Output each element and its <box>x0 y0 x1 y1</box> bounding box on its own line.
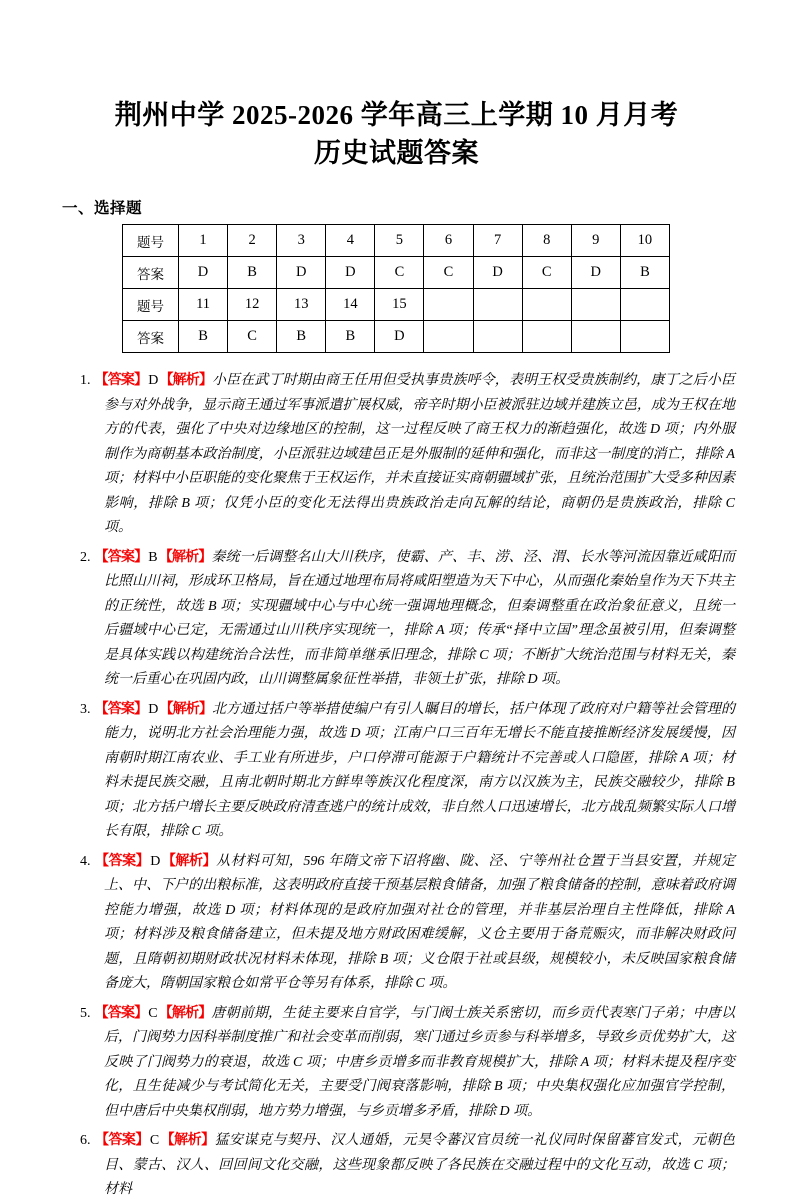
question-number-cell: 2 <box>228 225 277 257</box>
answer-cell: D <box>277 257 326 289</box>
analysis-text: 从材料可知，596 年隋文帝下诏将幽、陇、泾、宁等州社仓置于当县安置，并规定上、中、下户的出粮标准，这表明政府直接干预基层粮食储备，加强了粮食储备的控制，意味着政府调控能力增强，故选 D 项；材料体现的是政府加强对社仓的管理，并非基层治理自主性降低，排除 A 项；材料涉及粮食储备建立，但未提及地方财政困难缓解，义仓主要用于备荒赈灾，而非解决财政问题，且隋朝初期财政状况材料未体现，排除 B 项；义仓限于社或县级，规模较小，未反映国家粮食储备庞大，隋朝国家粮仓如常平仓等另有体系，排除 C 项。 <box>104 853 736 991</box>
answer-label: 【答案】 <box>94 371 148 387</box>
analysis-label: 【解析】 <box>160 1131 215 1147</box>
analysis-text: 猛安谋克与契丹、汉人通婚，元昊令蕃汉官员统一礼仪同时保留蕃官发式，元朝色目、蒙古、汉人、回回间文化交融，这些现象都反映了各民族在交融过程中的文化互动，故选 C 项；材料 <box>104 1133 736 1197</box>
item-number: 4. <box>80 853 91 869</box>
answer-cell: C <box>424 257 473 289</box>
table-row-answers-11-15 <box>123 321 670 353</box>
question-number-cell: 10 <box>620 225 669 257</box>
answer-cell: B <box>277 321 326 353</box>
explanation-item-5 <box>80 1000 735 1125</box>
question-number-cell: 9 <box>571 225 620 257</box>
answer-cell: D <box>326 257 375 289</box>
analysis-text: 唐朝前期，生徒主要来自官学，与门阀士族关系密切，而乡贡代表寒门子弟；中唐以后，门阀势力因科举制度推广和社会变革而削弱，寒门通过乡贡参与科举增多，导致乡贡优势扩大，这反映了门阀势力的衰退，故选 C 项；中唐乡贡增多而非教育规模扩大，排除 A 项；材料未提及程序变化，且生徒减少与考试简化无关，主要受门阀衰落影响，排除 B 项；中央集权强化应加强官学控制，但中唐后中央集权削弱，地方势力增强，与乡贡增多矛盾，排除 D 项。 <box>104 1005 736 1119</box>
explanation-item-1 <box>80 367 735 541</box>
answer-label: 【答案】 <box>94 699 148 716</box>
question-number-cell: 5 <box>375 225 424 257</box>
question-number-cell: 15 <box>375 289 424 321</box>
row-header: 题号 <box>123 225 179 257</box>
table-row-question-numbers-1-10 <box>123 225 670 257</box>
analysis-label: 【解析】 <box>158 1003 212 1020</box>
item-number: 2. <box>80 549 91 565</box>
title-line-2: 历史试题答案 <box>314 138 479 168</box>
explanation-item-2 <box>80 544 735 693</box>
question-number-cell: 11 <box>179 289 228 321</box>
question-number-cell: 4 <box>326 225 375 257</box>
answer-letter: D <box>148 701 159 717</box>
table-row-question-numbers-11-15 <box>123 289 670 321</box>
answer-letter: C <box>148 1005 158 1021</box>
item-number: 5. <box>80 1005 91 1021</box>
question-number-cell: 8 <box>522 225 571 257</box>
answer-cell: B <box>620 257 669 289</box>
answer-table <box>122 224 670 353</box>
explanation-item-4 <box>80 848 735 997</box>
answer-cell: D <box>375 321 424 353</box>
empty-cell <box>473 321 522 353</box>
explanation-list <box>80 367 735 1203</box>
empty-cell <box>424 321 473 353</box>
document-title <box>0 0 793 172</box>
explanation-item-3 <box>80 696 735 845</box>
answer-label: 【答案】 <box>94 1003 148 1020</box>
analysis-text: 北方通过括户等举措使编户有引人瞩目的增长，括户体现了政府对户籍等社会管理的能力，说明北方社会治理能力强，故选 D 项；江南户口三百年无增长不能直接推断经济发展缓慢，因南朝时期江南农业、手工业有所进步，户口停滞可能源于户籍统计不完善或人口隐匿，排除 A 项；材料未提民族交融，且南北朝时期北方鲜卑等族汉化程度深，南方以汉族为主，民族交融较少，排除 B 项；北方括户增长主要反映政府清查逃户的统计成效，非自然人口迅速增长，北方战乱频繁实际人口增长有限，排除 C 项。 <box>104 701 736 839</box>
question-number-cell: 7 <box>473 225 522 257</box>
analysis-text: 秦统一后调整名山大川秩序，使霸、产、丰、涝、泾、渭、长水等河流因靠近咸阳而比照山川祠，形成环卫格局，旨在通过地理布局将咸阳塑造为天下中心，从而强化秦始皇作为天下共主的正统性，故选 B 项；实现疆域中心与中心统一强调地理概念，但秦调整重在政治象征意义，且统一后疆域中心已定，无需通过山川秩序实现统一，排除 A 项；传承“择中立国”理念虽被引用，但秦调整是具体实践以构建统治合法性，而非简单继承旧理念，排除 C 项；不断扩大统治范围与材料无关，秦统一后重心在巩固内政，山川调整属象征性举措，非领土扩张，排除 D 项。 <box>104 549 736 687</box>
row-header: 题号 <box>123 289 179 321</box>
empty-cell <box>522 289 571 321</box>
empty-cell <box>620 289 669 321</box>
section-heading-choice-questions: 一、选择题 <box>62 200 143 217</box>
answer-label: 【答案】 <box>94 547 148 564</box>
answer-letter: B <box>148 549 158 565</box>
question-number-cell: 13 <box>277 289 326 321</box>
item-number: 6. <box>80 1133 91 1148</box>
explanation-item-6 <box>80 1127 735 1203</box>
answer-cell: C <box>228 321 277 353</box>
answer-cell: B <box>179 321 228 353</box>
answer-cell: C <box>375 257 424 289</box>
answer-label: 【答案】 <box>94 1131 149 1147</box>
answer-cell: B <box>228 257 277 289</box>
answer-cell: D <box>571 257 620 289</box>
answer-label: 【答案】 <box>94 851 150 868</box>
analysis-text: 小臣在武丁时期由商王任用但受执事贵族呼令，表明王权受贵族制约，康丁之后小臣参与对外战争，显示商王通过军事派遣扩展权威，帝辛时期小臣被派驻边域并建族立邑，成为王权在地方的代表，强化了中央对边缘地区的控制，这一过程反映了商王权力的渐趋强化，故选 D 项；内外服制作为商朝基本政治制度，小臣派驻边域建邑正是外服制的延伸和强化，而非这一制度的消亡，排除 A 项；材料中小臣职能的变化聚焦于王权运作，并未直接证实商朝疆域扩张，且统治范围扩大受多种因素影响，排除 B 项；仅凭小臣的变化无法得出贵族政治走向瓦解的结论，商朝仍是贵族政治，排除 C 项。 <box>104 373 736 535</box>
question-number-cell: 12 <box>228 289 277 321</box>
question-number-cell: 1 <box>179 225 228 257</box>
question-number-cell: 14 <box>326 289 375 321</box>
answer-cell: C <box>522 257 571 289</box>
table-row-answers-1-10 <box>123 257 670 289</box>
row-header: 答案 <box>123 321 179 353</box>
answer-letter: D <box>150 853 161 869</box>
question-number-cell: 6 <box>424 225 473 257</box>
item-number: 1. <box>80 373 91 388</box>
answer-cell: B <box>326 321 375 353</box>
row-header: 答案 <box>123 257 179 289</box>
analysis-label: 【解析】 <box>158 547 212 564</box>
empty-cell <box>620 321 669 353</box>
empty-cell <box>522 321 571 353</box>
analysis-label: 【解析】 <box>159 699 213 716</box>
empty-cell <box>571 289 620 321</box>
analysis-label: 【解析】 <box>159 371 213 387</box>
empty-cell <box>424 289 473 321</box>
answer-letter: C <box>149 1133 160 1148</box>
analysis-label: 【解析】 <box>161 851 217 868</box>
empty-cell <box>473 289 522 321</box>
empty-cell <box>571 321 620 353</box>
item-number: 3. <box>80 701 91 717</box>
answer-cell: D <box>179 257 228 289</box>
title-line-1: 荆州中学 2025-2026 学年高三上学期 10 月月考 <box>114 100 679 130</box>
question-number-cell: 3 <box>277 225 326 257</box>
answer-letter: D <box>148 373 159 388</box>
answer-cell: D <box>473 257 522 289</box>
